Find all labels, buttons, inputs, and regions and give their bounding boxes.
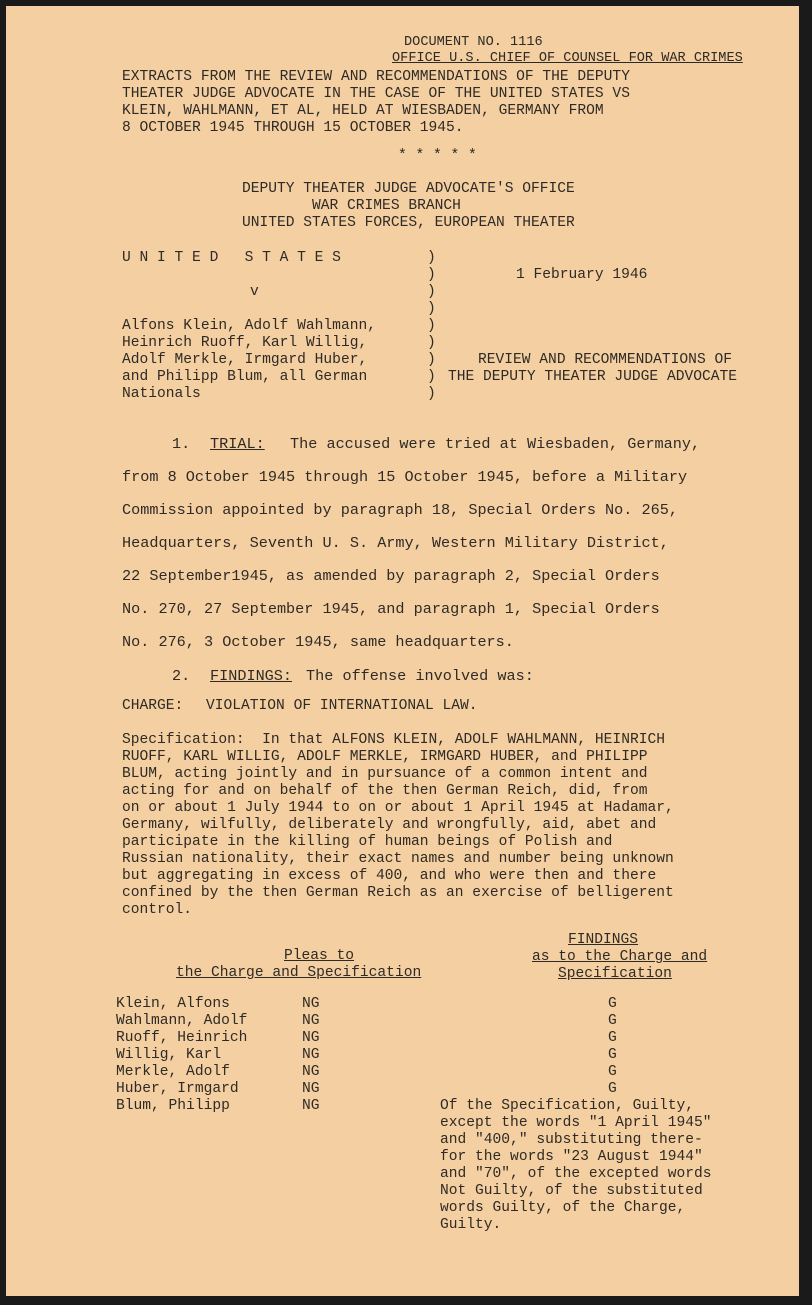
pleas-header-line: the Charge and Specification (176, 965, 422, 981)
defendant-line: Alfons Klein, Adolf Wahlmann, (122, 318, 376, 334)
extract-line: THEATER JUDGE ADVOCATE IN THE CASE OF THE UNITED STATES VS (122, 86, 630, 102)
defendant-line: and Philipp Blum, all German (122, 369, 368, 385)
specification-line: control. (122, 902, 193, 918)
plea: NG (302, 1081, 320, 1097)
finding-line: Not Guilty, of the substituted (440, 1183, 703, 1199)
bracket: ) (427, 284, 436, 300)
review-title-line: REVIEW AND RECOMMENDATIONS OF (478, 352, 732, 368)
bracket: ) (427, 318, 436, 334)
section-number: 2. (172, 667, 191, 685)
office-stamp: OFFICE U.S. CHIEF OF COUNSEL FOR WAR CRIMES (392, 51, 743, 66)
specification-line: but aggregating in excess of 400, and who were then and there (122, 868, 657, 884)
extract-line: 8 OCTOBER 1945 THROUGH 15 OCTOBER 1945. (122, 120, 464, 136)
specification-line: participate in the killing of human beings of Polish and (122, 834, 613, 850)
plaintiff: U N I T E D S T A T E S (122, 250, 341, 266)
trial-line: No. 270, 27 September 1945, and paragraph 1, Special Orders (122, 600, 660, 618)
bracket: ) (427, 369, 436, 385)
defendant-line: Heinrich Ruoff, Karl Willig, (122, 335, 368, 351)
specification-line: confined by the then German Reich as an exercise of belligerent (122, 885, 674, 901)
finding: G (608, 1030, 617, 1046)
finding-line: words Guilty, of the Charge, (440, 1200, 686, 1216)
findings-header-line: FINDINGS (568, 932, 639, 948)
plea: NG (302, 1030, 320, 1046)
bracket: ) (427, 352, 436, 368)
document-page (6, 6, 799, 1296)
specification-line: on or about 1 July 1944 to on or about 1 April 1945 at Hadamar, (122, 800, 674, 816)
findings-header-line: as to the Charge and (532, 949, 708, 965)
defendant-name: Willig, Karl (116, 1047, 222, 1063)
specification-line: Germany, wilfully, deliberately and wrongfully, aid, abet and (122, 817, 657, 833)
bracket: ) (427, 267, 436, 283)
specification-line: BLUM, acting jointly and in pursuance of a common intent and (122, 766, 648, 782)
office-line: UNITED STATES FORCES, EUROPEAN THEATER (242, 215, 575, 231)
bracket: ) (427, 335, 436, 351)
bracket: ) (427, 386, 436, 402)
findings-header-line: Specification (558, 966, 672, 982)
finding-line: except the words "1 April 1945" (440, 1115, 712, 1131)
defendant-name: Huber, Irmgard (116, 1081, 239, 1097)
review-title-line: THE DEPUTY THEATER JUDGE ADVOCATE (448, 369, 738, 385)
review-date: 1 February 1946 (516, 267, 648, 283)
findings-heading: FINDINGS: (210, 667, 293, 685)
office-line: WAR CRIMES BRANCH (312, 198, 461, 214)
finding: G (608, 996, 617, 1012)
finding-line: and "70", of the excepted words (440, 1166, 712, 1182)
trial-line: No. 276, 3 October 1945, same headquarters. (122, 633, 514, 651)
finding: G (608, 1047, 617, 1063)
document-number: DOCUMENT NO. 1116 (404, 35, 543, 50)
versus: v (250, 284, 259, 300)
bracket: ) (427, 250, 436, 266)
asterisk-divider: * * * * * (398, 148, 477, 164)
specification-line: Specification: In that ALFONS KLEIN, ADOLF WAHLMANN, HEINRICH (122, 732, 665, 748)
finding-line: for the words "23 August 1944" (440, 1149, 703, 1165)
plea: NG (302, 1064, 320, 1080)
pleas-header-line: Pleas to (284, 948, 355, 964)
plea: NG (302, 1098, 320, 1114)
finding: G (608, 1064, 617, 1080)
trial-heading: TRIAL: (210, 435, 265, 453)
plea: NG (302, 996, 320, 1012)
bracket: ) (427, 301, 436, 317)
charge-text: VIOLATION OF INTERNATIONAL LAW. (206, 698, 478, 714)
finding: G (608, 1081, 617, 1097)
specification-line: RUOFF, KARL WILLIG, ADOLF MERKLE, IRMGARD HUBER, and PHILIPP (122, 749, 648, 765)
extract-line: EXTRACTS FROM THE REVIEW AND RECOMMENDATIONS OF THE DEPUTY (122, 69, 630, 85)
specification-line: Russian nationality, their exact names and number being unknown (122, 851, 674, 867)
defendant-name: Ruoff, Heinrich (116, 1030, 248, 1046)
extract-line: KLEIN, WAHLMANN, ET AL, HELD AT WIESBADEN, GERMANY FROM (122, 103, 604, 119)
defendant-line: Adolf Merkle, Irmgard Huber, (122, 352, 368, 368)
trial-line: Commission appointed by paragraph 18, Special Orders No. 265, (122, 501, 678, 519)
defendant-name: Wahlmann, Adolf (116, 1013, 248, 1029)
charge-label: CHARGE: (122, 698, 184, 714)
plea: NG (302, 1013, 320, 1029)
trial-line: Headquarters, Seventh U. S. Army, Western Military District, (122, 534, 669, 552)
defendant-name: Merkle, Adolf (116, 1064, 230, 1080)
defendant-name: Klein, Alfons (116, 996, 230, 1012)
trial-line: 22 September1945, as amended by paragraph 2, Special Orders (122, 567, 660, 585)
trial-line: The accused were tried at Wiesbaden, Germany, (290, 435, 701, 453)
finding-line: Of the Specification, Guilty, (440, 1098, 694, 1114)
plea: NG (302, 1047, 320, 1063)
finding: G (608, 1013, 617, 1029)
finding-line: and "400," substituting there- (440, 1132, 703, 1148)
defendant-line: Nationals (122, 386, 201, 402)
findings-intro: The offense involved was: (306, 667, 534, 685)
defendant-name: Blum, Philipp (116, 1098, 230, 1114)
section-number: 1. (172, 435, 191, 453)
office-line: DEPUTY THEATER JUDGE ADVOCATE'S OFFICE (242, 181, 575, 197)
specification-line: acting for and on behalf of the then German Reich, did, from (122, 783, 648, 799)
finding-line: Guilty. (440, 1217, 502, 1233)
trial-line: from 8 October 1945 through 15 October 1945, before a Military (122, 468, 688, 486)
